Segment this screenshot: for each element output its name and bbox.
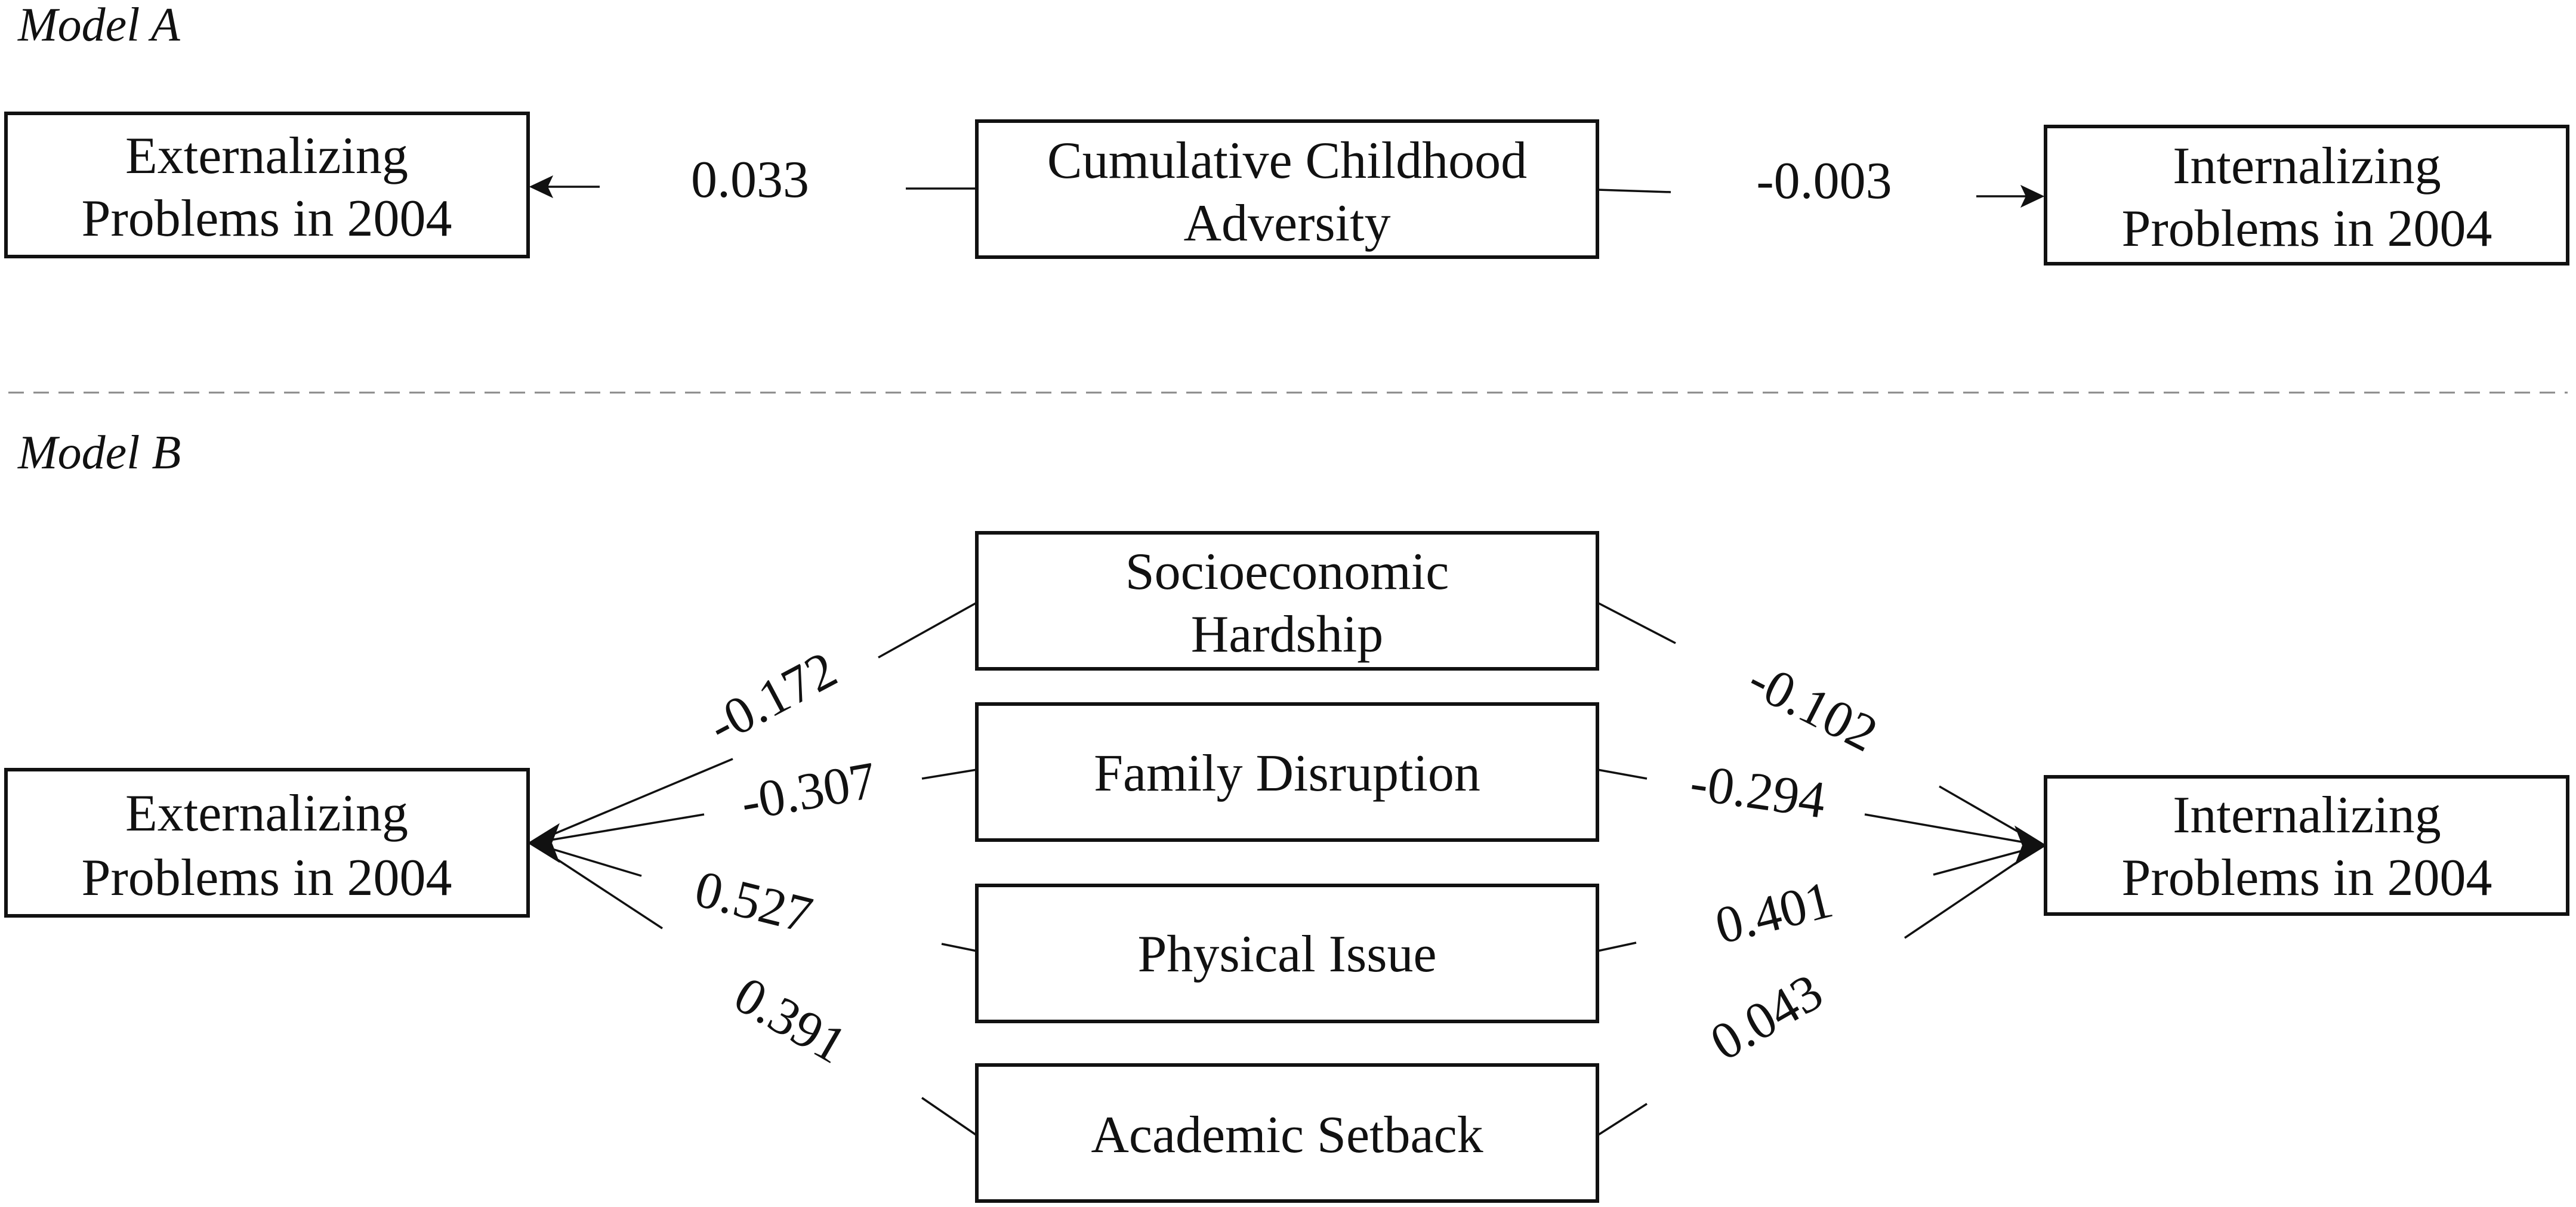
box-label-line: Family Disruption <box>1094 745 1480 802</box>
model-b-label: Model B <box>18 427 181 479</box>
model-a-label: Model A <box>18 0 180 51</box>
box-label-line: Socioeconomic <box>1125 543 1449 601</box>
box-label-line: Problems in 2004 <box>2121 200 2492 258</box>
path-socioeconomic-ext-segment <box>878 603 977 657</box>
box-label-line: Problems in 2004 <box>81 190 452 248</box>
box-label-line: Internalizing <box>2173 137 2441 195</box>
path-physical-ext-segment <box>942 944 977 951</box>
model-b-physical-box <box>977 885 1597 1021</box>
path-family-ext-arrow <box>532 814 704 843</box>
arrowhead-icon <box>529 825 559 862</box>
coef-family-ext: -0.307 <box>736 751 881 832</box>
box-label-line: Problems in 2004 <box>81 849 452 907</box>
coef-physical-ext: 0.527 <box>689 860 818 945</box>
model-a-path-int-segment <box>1597 190 1671 192</box>
box-label-line: Internalizing <box>2173 786 2441 844</box>
model-a-coef-internalizing: -0.003 <box>1756 152 1892 210</box>
box-label-line: Externalizing <box>125 127 409 185</box>
box-label-line: Academic Setback <box>1091 1106 1483 1164</box>
model-b-externalizing-box <box>6 770 528 916</box>
coef-academic-int: 0.043 <box>1701 962 1832 1072</box>
arrowhead-icon <box>2016 827 2046 864</box>
path-family-int-segment <box>1597 770 1647 779</box>
box-label-line: Adversity <box>1183 195 1391 252</box>
path-physical-int-segment <box>1597 943 1636 951</box>
model-a-adversity-box <box>977 121 1597 257</box>
model-a-internalizing-box <box>2046 126 2568 264</box>
coef-socioeconomic-ext: -0.172 <box>699 640 846 756</box>
path-family-ext-segment <box>922 770 977 779</box>
model-a-coef-externalizing: 0.033 <box>691 151 809 209</box>
coef-family-int: -0.294 <box>1686 753 1830 830</box>
coef-socioeconomic-int: -0.102 <box>1739 650 1887 764</box>
model-b-internalizing-box <box>2046 777 2568 914</box>
path-academic-ext-segment <box>922 1098 977 1135</box>
model-b-socioeconomic-box <box>977 533 1597 669</box>
path-socioeconomic-int-segment <box>1597 603 1676 643</box>
path-academic-int-segment <box>1597 1104 1647 1135</box>
model-a-externalizing-box <box>6 113 528 257</box>
box-label-line: Problems in 2004 <box>2121 849 2492 907</box>
path-socioeconomic-ext-arrow <box>532 759 733 843</box>
box-label-line: Cumulative Childhood <box>1047 132 1528 190</box>
box-label-line: Physical Issue <box>1137 925 1437 983</box>
box-label-line: Hardship <box>1190 606 1384 663</box>
coef-academic-ext: 0.391 <box>724 965 856 1075</box>
model-b-academic-box <box>977 1065 1597 1201</box>
box-label-line: Externalizing <box>125 785 409 842</box>
model-b-family-box <box>977 704 1597 840</box>
coef-physical-int: 0.401 <box>1710 870 1838 956</box>
